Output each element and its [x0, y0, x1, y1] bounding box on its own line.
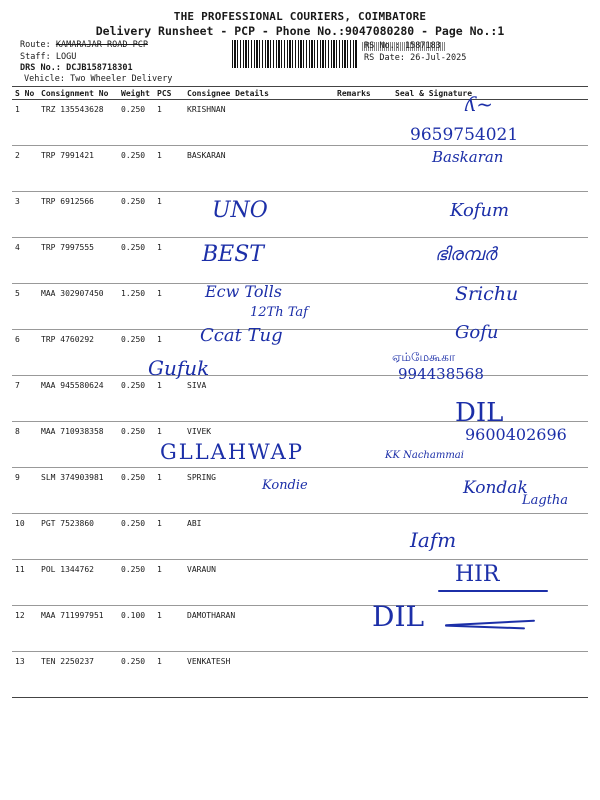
cell-consignment: MAA 945580624 — [38, 376, 118, 422]
route-line — [20, 40, 148, 50]
cell-remarks — [334, 652, 392, 698]
cell-pcs: 1 — [154, 330, 184, 376]
cell-consignment: TRP 7997555 — [38, 238, 118, 284]
cell-weight: 0.250 — [118, 192, 154, 238]
col-remarks-header: Remarks — [334, 87, 392, 100]
vehicle-value: Two Wheeler Delivery — [70, 74, 173, 84]
cell-weight: 0.250 — [118, 146, 154, 192]
route-label: Route: — [20, 40, 51, 50]
cell-pcs: 1 — [154, 376, 184, 422]
cell-consignment: MAA 711997951 — [38, 606, 118, 652]
cell-remarks — [334, 100, 392, 146]
table-header-row — [12, 87, 588, 100]
rs-date-line — [364, 53, 466, 63]
cell-sno: 9 — [12, 468, 38, 514]
handwritten-signature-row7: ஏம்மேகூகா — [392, 350, 456, 364]
cell-weight: 0.250 — [118, 238, 154, 284]
signature-scribble-row10: Lagtha — [522, 493, 569, 508]
handwritten-signature-row8: DIL — [455, 398, 504, 428]
handwritten-signature-row10: Kondak — [463, 478, 528, 498]
drs-value: DCJB158718301 — [66, 63, 133, 73]
drs-label: DRS No.: — [20, 63, 61, 73]
cell-remarks — [334, 330, 392, 376]
runsheet-table — [12, 86, 588, 698]
underline-scribble-row12 — [438, 590, 548, 592]
cell-sno: 13 — [12, 652, 38, 698]
company-title: THE PROFESSIONAL COURIERS, COIMBATORE — [173, 10, 427, 23]
cell-consignee: SIVA — [184, 376, 334, 422]
handwritten-name-row7: Gufuk — [148, 356, 210, 380]
cell-weight: 1.250 — [118, 284, 154, 330]
cell-consignment: MAA 302907450 — [38, 284, 118, 330]
signature-scribble-row3: Kofum — [450, 200, 510, 221]
runsheet-title: Delivery Runsheet - PCP - Phone No.:9047080280 - Page No.:1 — [95, 24, 505, 38]
cell-sno: 12 — [12, 606, 38, 652]
cell-sno: 6 — [12, 330, 38, 376]
rs-no-label: RS No.: — [364, 41, 400, 51]
staff-line — [20, 52, 76, 62]
cell-remarks — [334, 560, 392, 606]
handwritten-signature-row2: Baskaran — [432, 148, 504, 166]
cell-sno: 1 — [12, 100, 38, 146]
cell-remarks — [334, 146, 392, 192]
cell-consignment: TRP 7991421 — [38, 146, 118, 192]
signature-scribble-row1: ʎ~ — [465, 92, 494, 116]
staff-value: LOGU — [55, 52, 77, 62]
handwritten-name-row4: BEST — [202, 242, 264, 267]
cell-sno: 10 — [12, 514, 38, 560]
route-value: KAMARAJAR ROAD PCP — [55, 40, 148, 50]
cell-sno: 5 — [12, 284, 38, 330]
cell-weight: 0.250 — [118, 560, 154, 606]
rs-date-value: 26-Jul-2025 — [410, 53, 467, 63]
cell-consignment: TEN 2250237 — [38, 652, 118, 698]
cell-consignee: KRISHNAN — [184, 100, 334, 146]
cell-remarks — [334, 468, 392, 514]
cell-consignee: VENKATESH — [184, 652, 334, 698]
cell-pcs: 1 — [154, 192, 184, 238]
rs-no-line — [364, 41, 441, 51]
cell-sno: 8 — [12, 422, 38, 468]
rs-date-label: RS Date: — [364, 53, 405, 63]
handwritten-signature-row9: KK Nachammai — [385, 450, 464, 461]
signature-scribble-row11: Iafm — [410, 528, 457, 552]
handwritten-name-row3: UNO — [212, 198, 268, 223]
rs-no-value: 1587183 — [404, 41, 441, 51]
col-pcs-header: PCS — [154, 87, 184, 100]
table-row — [12, 330, 588, 376]
cell-pcs: 1 — [154, 422, 184, 468]
cell-pcs: 1 — [154, 468, 184, 514]
cell-consignment: TRZ 135543628 — [38, 100, 118, 146]
cell-consignee: VARAUN — [184, 560, 334, 606]
vehicle-line — [24, 74, 172, 84]
cell-consignee: BASKARAN — [184, 146, 334, 192]
vehicle-label: Vehicle: — [24, 74, 65, 84]
handwritten-name-row9: GLLAHWAP — [160, 440, 304, 464]
cell-pcs: 1 — [154, 560, 184, 606]
cell-consignee: SPRING — [184, 468, 334, 514]
handwritten-name-row5: Ecw Tolls — [205, 282, 282, 301]
cell-pcs: 1 — [154, 146, 184, 192]
cell-consignment: PGT 7523860 — [38, 514, 118, 560]
handwritten-phone-row9: 9600402696 — [465, 425, 567, 444]
col-signature-header: Seal & Signature — [392, 87, 588, 100]
handwritten-phone-row1: 9659754021 — [410, 125, 519, 145]
table-row — [12, 514, 588, 560]
cell-pcs: 1 — [154, 606, 184, 652]
handwritten-signature-row12: HIR — [455, 562, 500, 587]
cell-weight: 0.250 — [118, 376, 154, 422]
cell-weight: 0.250 — [118, 422, 154, 468]
cell-remarks — [334, 284, 392, 330]
col-sno-header: S No — [12, 87, 38, 100]
cell-consignment: TRP 4760292 — [38, 330, 118, 376]
cell-remarks — [334, 238, 392, 284]
cell-weight: 0.250 — [118, 652, 154, 698]
staff-label: Staff: — [20, 52, 51, 62]
col-weight-header: Weight — [118, 87, 154, 100]
handwritten-name-row6-b: Ccat Tug — [200, 325, 283, 346]
cell-pcs: 1 — [154, 100, 184, 146]
table-row — [12, 238, 588, 284]
cell-sno: 2 — [12, 146, 38, 192]
cell-pcs: 1 — [154, 284, 184, 330]
cell-consignment: SLM 374903981 — [38, 468, 118, 514]
cell-weight: 0.250 — [118, 514, 154, 560]
cell-pcs: 1 — [154, 238, 184, 284]
table-row — [12, 652, 588, 698]
signature-scribble-row6: Gofu — [455, 322, 499, 343]
cell-remarks — [334, 192, 392, 238]
cell-consignment: MAA 710938358 — [38, 422, 118, 468]
cell-weight: 0.250 — [118, 330, 154, 376]
cell-sno: 4 — [12, 238, 38, 284]
cell-sno: 7 — [12, 376, 38, 422]
cell-consignee: ABI — [184, 514, 334, 560]
cell-weight: 0.100 — [118, 606, 154, 652]
handwritten-phone-row7: 994438568 — [398, 365, 484, 383]
cell-remarks — [334, 514, 392, 560]
signature-scribble-row5: Srichu — [455, 283, 519, 305]
cell-weight: 0.250 — [118, 100, 154, 146]
col-consignee-header: Consignee Details — [184, 87, 334, 100]
cell-consignee: DAMOTHARAN — [184, 606, 334, 652]
cell-pcs: 1 — [154, 514, 184, 560]
signature-scribble-row4: ഭിരമ്പർ — [435, 244, 497, 265]
handwritten-name-row6-a: 12Th Taf — [250, 305, 308, 320]
table-row — [12, 560, 588, 606]
handwritten-signature-row13: DIL — [372, 600, 425, 633]
cell-remarks — [334, 376, 392, 422]
cell-sno: 11 — [12, 560, 38, 606]
handwritten-name-row10: Kondie — [262, 478, 308, 493]
drs-line — [20, 63, 133, 73]
cell-weight: 0.250 — [118, 468, 154, 514]
cell-consignee: VIVEK — [184, 422, 334, 468]
runsheet-barcode — [232, 40, 358, 68]
cell-remarks — [334, 422, 392, 468]
col-consignment-header: Consignment No — [38, 87, 118, 100]
cell-consignment: TRP 6912566 — [38, 192, 118, 238]
cell-consignment: POL 1344762 — [38, 560, 118, 606]
cell-pcs: 1 — [154, 652, 184, 698]
cell-signature — [392, 652, 588, 698]
cell-sno: 3 — [12, 192, 38, 238]
